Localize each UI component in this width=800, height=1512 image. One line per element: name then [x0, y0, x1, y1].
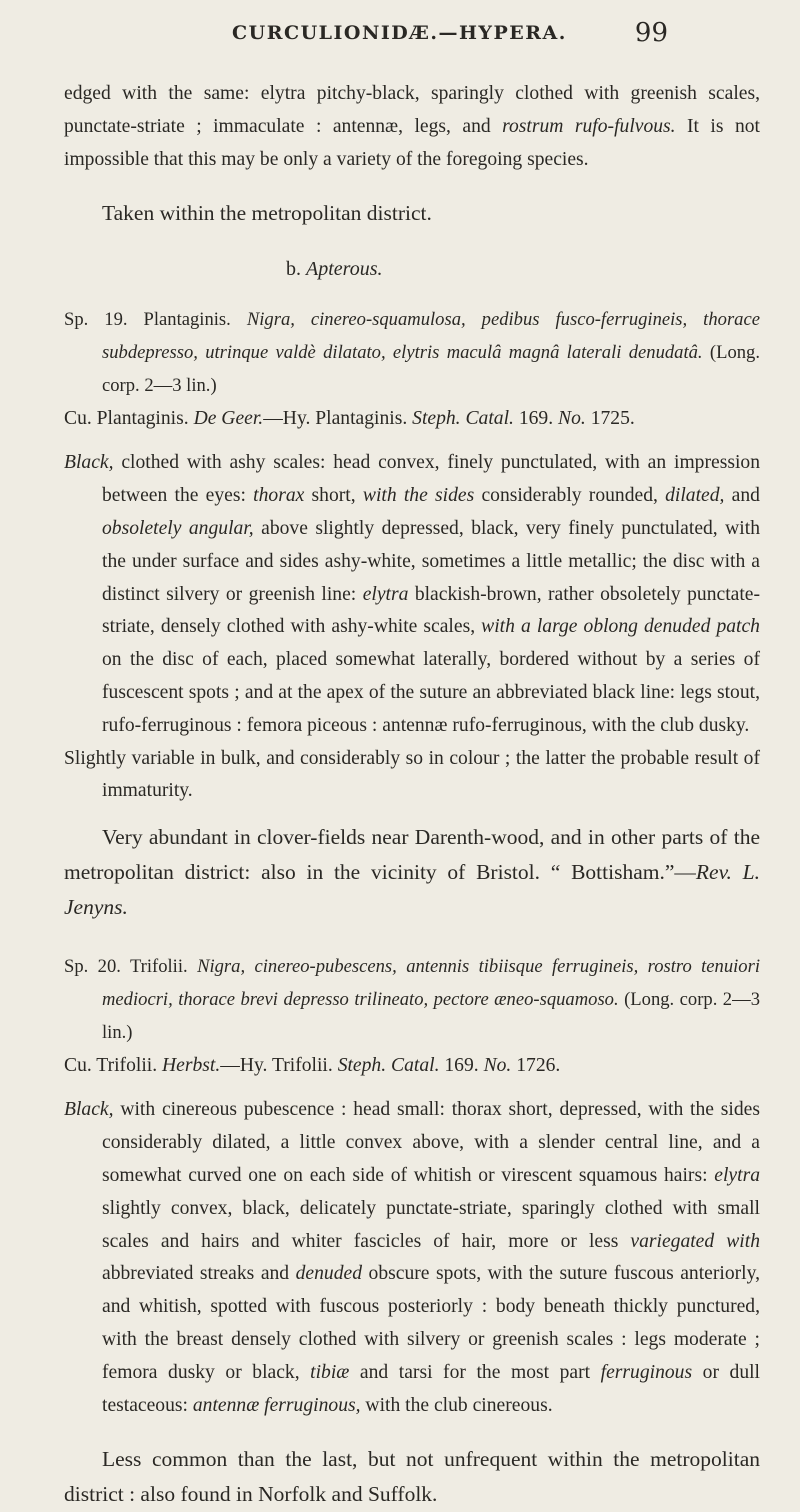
text-run: abbreviated streaks and	[102, 1263, 296, 1285]
species-20-diagnosis	[64, 951, 760, 1049]
text-run: short,	[304, 485, 363, 507]
text-run-italic: elytra	[714, 1164, 760, 1186]
text-run: or dull testaceous:	[102, 1361, 761, 1416]
text-run-italic: ferruginous	[600, 1361, 693, 1383]
text-run-italic: with a large oblong denuded patch	[481, 616, 760, 638]
text-run-italic: elytra	[362, 583, 409, 605]
species-19-variation: Slightly variable in bulk, and considerably so in colour ; the latter the probable result of immaturity.	[64, 747, 760, 802]
species-19-diagnosis	[64, 304, 760, 402]
text-run: Very abundant in clover-fields near Darenth-wood, and in other parts of the metropolitan district: also in the vicinity of Bristol. “ Bottisham.”—	[64, 825, 760, 885]
paragraph-habitat-note: Taken within the metropolitan district.	[102, 201, 432, 226]
text-run: obscure spots, with the suture fuscous anteriorly, and whitish, spotted with fuscous posteriorly : body beneath thickly punctured, with the breast densely clothed with silvery or greenish scales : legs moderate ; femora dusky or black,	[102, 1263, 761, 1383]
text-run: 169.	[513, 407, 559, 429]
text-run-italic: denuded	[295, 1263, 363, 1285]
text-run-italic: Herbst.	[162, 1054, 221, 1076]
text-run-italic: De Geer.	[193, 407, 264, 429]
body-length: (Long. corp. 2—3 lin.)	[102, 988, 760, 1043]
text-run-italic: tibiæ	[310, 1361, 350, 1383]
latin-diagnosis: Nigra, cinereo-pubescens, antennis tibiisque ferrugineis, rostro tenuiori mediocri, thorace brevi depresso trilineato, pectore æneo-squamoso.	[102, 956, 761, 1010]
section-title: Apterous.	[306, 258, 383, 281]
text-run: 169.	[439, 1054, 484, 1076]
text-run-italic: thorax	[253, 485, 305, 507]
species-20-habitat: Less common than the last, but not unfrequent within the metropolitan district : also found in Norfolk and Suffolk.	[64, 1447, 760, 1507]
species-20-synonymy	[64, 1050, 760, 1083]
text-run: above slightly depressed, black, very finely punctulated, with the under surface and sides ashy-white, sometimes a little metallic; the disc with a distinct silvery or greenish line:	[102, 517, 760, 605]
text-run-italic: with the sides	[362, 485, 475, 507]
text-run-italic: No.	[558, 407, 586, 429]
text-run: It is not impossible that this may be only a variety of the foregoing species.	[64, 115, 760, 170]
text-run: 1725.	[585, 407, 635, 429]
text-run: 1726.	[511, 1054, 561, 1076]
species-number: Sp. 19. Plantaginis.	[64, 309, 231, 331]
species-19-description	[64, 447, 760, 742]
text-run-italic: rostrum rufo-fulvous.	[502, 115, 676, 137]
section-letter: b.	[286, 258, 301, 281]
latin-diagnosis: Nigra, cinereo-squamulosa, pedibus fusco-ferrugineis, thorace subdepresso, utrinque valdè dilatato, elytris maculâ magnâ laterali denudatâ.	[102, 309, 760, 363]
text-run: Cu. Plantaginis.	[64, 407, 189, 429]
text-run: and tarsi for the most part	[349, 1361, 601, 1383]
species-number: Sp. 20. Trifolii.	[64, 956, 188, 978]
body-text	[64, 78, 760, 1512]
species-19-habitat	[64, 820, 760, 925]
text-run-italic: dilated,	[665, 485, 725, 507]
text-run: edged with the same: elytra pitchy-black, sparingly clothed with greenish scales, punctate-striate ; immaculate : antennæ, legs, and	[64, 83, 760, 137]
text-run: considerably rounded,	[474, 485, 666, 507]
text-run-italic: Black,	[64, 452, 122, 474]
text-run: —Hy. Plantaginis.	[263, 407, 408, 429]
text-run: blackish-brown, rather obsoletely punctate-striate, densely clothed with ashy-white scales,	[102, 583, 760, 638]
text-run-italic: Rev. L. Jenyns.	[64, 860, 760, 920]
text-run: with cinereous pubescence : head small: thorax short, depressed, with the sides considerably dilated, a little convex above, with a slender central line, and a somewhat curved one on each side of whitish or virescent squamous hairs:	[102, 1099, 760, 1186]
text-run: Cu. Trifolii.	[64, 1054, 158, 1076]
species-19-synonymy	[64, 403, 760, 436]
text-run: slightly convex, black, delicately punctate-striate, sparingly clothed with small scales and hairs and whiter fascicles of hair, more or less	[102, 1197, 760, 1252]
text-run: clothed with ashy scales: head convex, finely punctulated, with an impression between the eyes:	[102, 452, 760, 507]
text-run: on the disc of each, placed somewhat laterally, bordered without by a series of fuscescent spots ; and at the apex of the suture an abbreviated black line: legs stout, rufo-ferruginous : femora piceous : antennæ rufo-ferruginous, with the club dusky.	[102, 649, 760, 736]
text-run-italic: Black,	[64, 1099, 114, 1121]
paragraph-continuation	[64, 78, 760, 176]
text-run-italic: Steph. Catal.	[412, 407, 514, 429]
text-run-italic: variegated with	[630, 1230, 760, 1252]
text-run: —Hy. Trifolii.	[220, 1054, 333, 1076]
body-length: (Long. corp. 2—3 lin.)	[102, 341, 760, 396]
page-number: 99	[634, 18, 668, 48]
text-run: with the club cinereous.	[360, 1394, 553, 1416]
text-run-italic: obsoletely angular,	[102, 517, 254, 539]
species-20-description	[64, 1094, 760, 1422]
section-heading	[64, 253, 760, 286]
running-head: CURCULIONIDÆ.—HYPERA.	[232, 22, 567, 44]
text-run-italic: No.	[483, 1054, 512, 1076]
page-header	[0, 18, 800, 62]
text-run: and	[724, 485, 760, 507]
text-run-italic: Steph. Catal.	[337, 1054, 440, 1076]
text-run-italic: antennæ ferruginous,	[192, 1394, 361, 1416]
